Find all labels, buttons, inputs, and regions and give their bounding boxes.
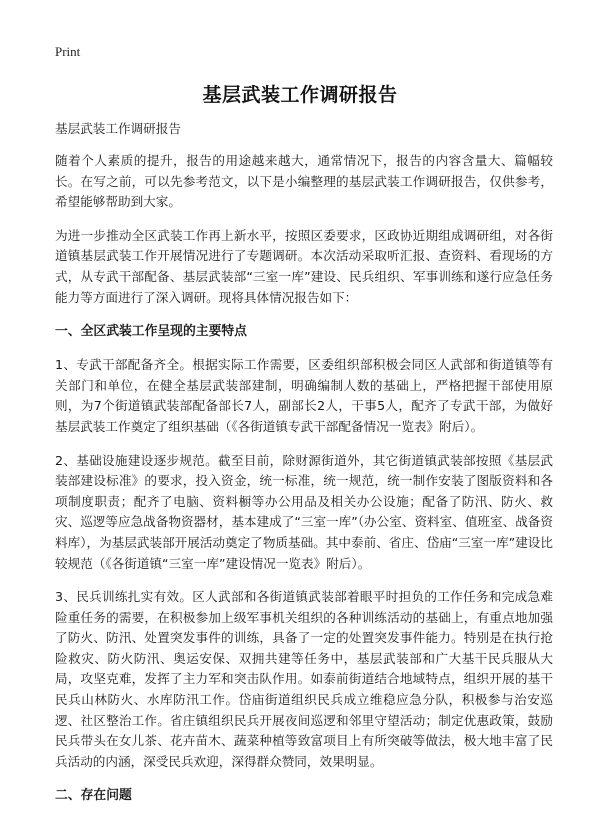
overview-paragraph: 为进一步推动全区武装工作再上新水平，按照区委要求，区政协近期组成调研组，对各街道镇基层武装工作开展情况进行了专题调研。本次活动采取听汇报、查资料、看现场的方式，从专武干部配备、基层武装部“三室一库”建设、民兵组织、军事训练和遂行应急任务能力等方面进行了深入调研。现将具体情况报告如下： — [55, 227, 553, 305]
point-paragraph-2: 2、基础设施建设逐步规范。截至目前，除财源街道外，其它街道镇武装部按照《基层武装部建设标准》的要求，投入资金，统一标准，统一规范，统一制作安装了图版资料和各项制度职责；配齐了电脑、资料橱等办公用品及相关办公设施；配备了防汛、防火、救灾、巡逻等应急战备物资器材，基本建成了“三室一库”（办公室、资料室、值班室、战备资料库），为基层武装部开展活动奠定了物质基础。其中泰前、省庄、岱庙“三室一库”建设比较规范（《各街道镇“三室一库”建设情况一览表》附后）。 — [55, 452, 553, 571]
print-label: Print — [55, 44, 81, 59]
intro-paragraph: 随着个人素质的提升，报告的用途越来越大，通常情况下，报告的内容含量大、篇幅较长。在写之前，可以先参考范文，以下是小编整理的基层武装工作调研报告，仅供参考，希望能够帮助到大家。 — [55, 153, 553, 210]
section-heading-2: 二、存在问题 — [55, 788, 132, 804]
document-body — [55, 118, 553, 819]
page-title: 基层武装工作调研报告 — [202, 84, 398, 106]
point-paragraph-1: 1、专武干部配备齐全。根据实际工作需要，区委组织部积极会同区人武部和街道镇等有关部门和单位，在健全基层武装部建制，明确编制人数的基础上，严格把握干部使用原则，为7个街道镇武装部配备部长7人，副部长2人，干事5人，配齐了专武干部，为做好基层武装工作奠定了组织基础（《各街道镇专武干部配备情况一览表》附后）。 — [55, 357, 553, 434]
document-subtitle: 基层武装工作调研报告 — [55, 121, 181, 136]
section-heading-1: 一、全区武装工作呈现的主要特点 — [55, 324, 247, 340]
point-paragraph-3: 3、民兵训练扎实有效。区人武部和各街道镇武装部着眼平时担负的工作任务和完成急难险重任务的需要，在积极参加上级军事机关组织的各种训练活动的基础上，有重点地加强了防火、防汛、处置突发事件的训练，具备了一定的处置突发事件能力。特别是在执行抢险救灾、防火防汛、奥运安保、双拥共建等任务中，基层武装部和广大基干民兵服从大局，攻坚克难，发挥了主力军和突击队作用。如泰前街道结合地域特点，组织开展的基干民兵山林防火、水库防汛工作。岱庙街道组织民兵成立维稳应急分队，积极参与治安巡逻、社区整治工作。省庄镇组织民兵开展夜间巡逻和邻里守望活动；制定优惠政策，鼓励民兵带头在女儿茶、花卉苗木、蔬菜种植等致富项目上有所突破等做法，极大地丰富了民兵活动的内涵，深受民兵欢迎，深得群众赞同，效果明显。 — [55, 589, 553, 769]
